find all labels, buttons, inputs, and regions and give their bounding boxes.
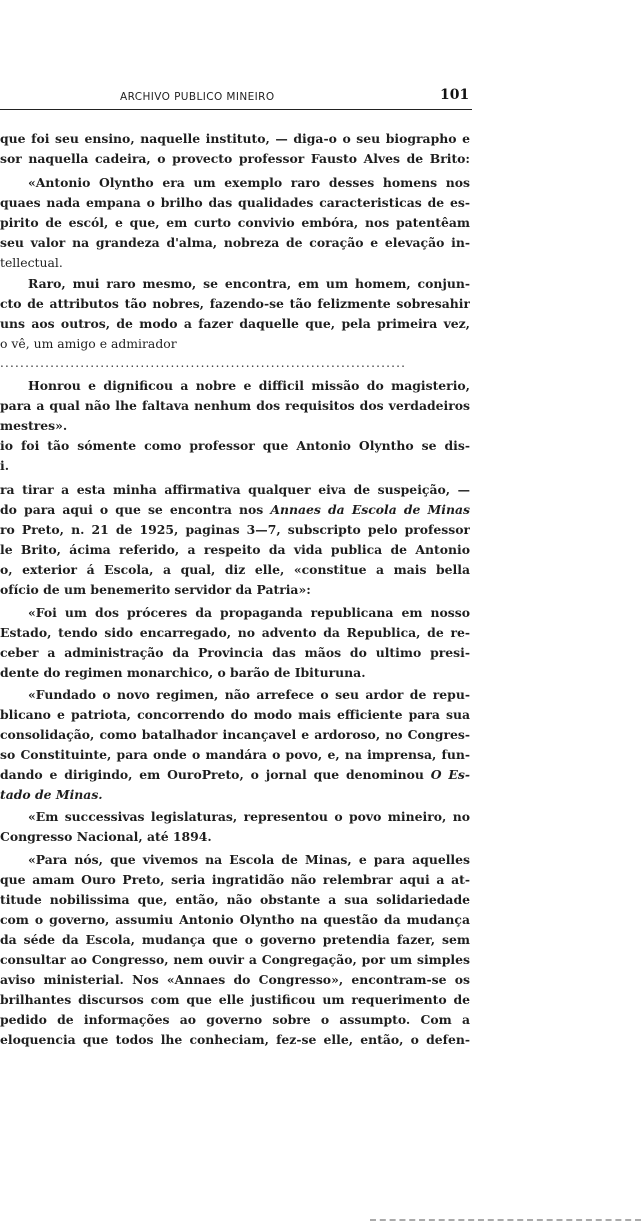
text-line: brilhantes discursos com que elle justificou um requerimento de [0,992,470,1007]
italic-title: Annaes da Escola de Minas [270,502,470,517]
text-line: o, exterior á Escola, a qual, diz elle, «constitue a mais bella [0,562,470,577]
text-line: mestres». [0,418,68,433]
text-line: eloquencia que todos lhe conheciam, fez-se elle, então, o defen- [0,1032,470,1047]
text-line: com o governo, assumiu Antonio Olyntho na questão da mudança [0,912,470,927]
text-line: consolidação, como batalhador incançavel e ardoroso, no Congres- [0,727,470,742]
text-line: «Antonio Olyntho era um exemplo raro desses homens nos [28,175,470,190]
text-line: cto de attributos tão nobres, fazendo-se tão felizmente sobresahir [0,296,470,311]
text-line: «Foi um dos próceres da propaganda republicana em nosso [28,605,470,620]
text-line: pedido de informações ao governo sobre o assumpto. Com a [0,1012,470,1027]
scan-artifact-rule [370,1219,641,1221]
text-line: uns aos outros, de modo a fazer daquelle que, pela primeira vez, [0,316,470,331]
text-line: Estado, tendo sido encarregado, no advento da Republica, de re- [0,625,470,640]
italic-title: O Es- [430,767,470,782]
text-line [0,500,470,520]
text-span: do para aqui o que se encontra nos [0,502,264,517]
text-line: sor naquella cadeira, o provecto professor Fausto Alves de Brito: [0,151,470,166]
text-line: aviso ministerial. Nos «Annaes do Congresso», encontram-se os [0,972,470,987]
text-line: pirito de escól, e que, em curto convivio embóra, nos patentêam [0,215,470,230]
text-line: consultar ao Congresso, nem ouvir a Congregação, por um simples [0,952,470,967]
text-span: dando e dirigindo, em OuroPreto, o jornal que denominou [0,767,424,782]
text-line: para a qual não lhe faltava nenhum dos requisitos dos verdadeiros [0,398,470,413]
text-line: so Constituinte, para onde o mandára o povo, e, na imprensa, fun- [0,747,470,762]
text-line: o vê, um amigo e admirador [0,336,177,351]
text-line: ra tirar a esta minha affirmativa qualquer eiva de suspeição, — [0,482,470,497]
text-line: i. [0,458,10,473]
page-number: 101 [440,87,470,103]
running-title: ARCHIVO PUBLICO MINEIRO [120,91,275,103]
text-line: quaes nada empana o brilho das qualidades caracteristicas de es- [0,195,470,210]
text-line: io foi tão sómente como professor que Antonio Olyntho se dis- [0,438,470,453]
text-line: ro Preto, n. 21 de 1925, paginas 3—7, subscripto pelo professor [0,522,470,537]
text-line: da séde da Escola, mudança que o governo pretendia fazer, sem [0,932,470,947]
text-line: seu valor na grandeza d'alma, nobreza de coração e elevação in- [0,235,470,250]
header-rule [0,109,472,110]
text-line: que amam Ouro Preto, seria ingratidão não relembrar aqui a at- [0,872,470,887]
text-line: Honrou e dignificou a nobre e difficil missão do magisterio, [28,378,470,393]
ellipsis-separator: ................................................................................. [0,356,407,370]
text-line: Congresso Nacional, até 1894. [0,829,212,844]
text-line: tellectual. [0,255,63,270]
text-line [0,765,470,785]
text-line: «Em successivas legislaturas, representou o povo mineiro, no [28,809,470,824]
text-line: dente do regimen monarchico, o barão de Ibituruna. [0,665,366,680]
text-line: Raro, mui raro mesmo, se encontra, em um homem, conjun- [28,276,470,291]
text-line: ofício de um benemerito servidor da Patria»: [0,582,311,597]
text-line: titude nobilissima que, então, não obstante a sua solidariedade [0,892,470,907]
text-line: que foi seu ensino, naquelle instituto, — diga-o o seu biographo e [0,131,470,146]
text-line: ceber a administração da Provincia das mãos do ultimo presi- [0,645,470,660]
text-line: le Brito, ácima referido, a respeito da vida publica de Antonio [0,542,470,557]
italic-title: tado de Minas. [0,787,103,802]
page-header [0,88,472,110]
text-line: «Para nós, que vivemos na Escola de Minas, e para aquelles [28,852,470,867]
text-line: «Fundado o novo regimen, não arrefece o seu ardor de repu- [28,687,470,702]
text-line [0,785,470,805]
text-line: blicano e patriota, concorrendo do modo mais efficiente para sua [0,707,470,722]
